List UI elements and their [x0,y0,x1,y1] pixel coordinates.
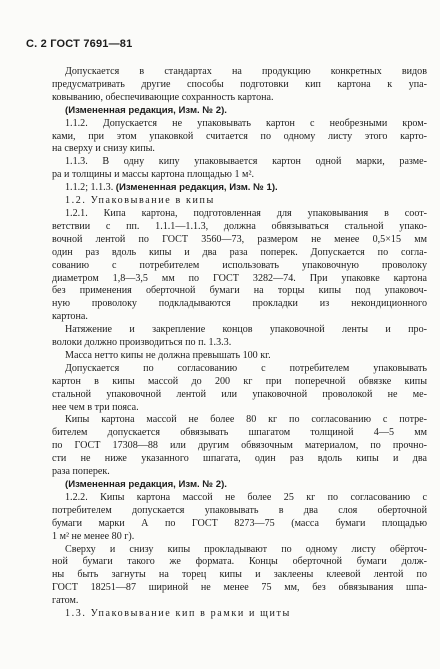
text-line: 1.1.3. В одну кипу упаковывается картон одной марки, разме- [65,156,427,168]
text-line: сти не ниже указанного шпагата, один раз вдоль кипы и два [52,453,427,465]
text-line: стальной упаковочной лентой или упаковочной проволокой не ме- [52,388,427,400]
page-header: С. 2 ГОСТ 7691—81 [26,38,133,50]
text-line: без применения оберточной бумаги на торцы кипы под упаковоч- [52,285,427,297]
text-line: раза поперек. [52,466,110,478]
text-line: ковыванию, обеспечивающие сохранность картона. [52,91,274,103]
text-line: 1.2.2. Кипы картона массой не более 25 кг по согласованию с [65,491,427,503]
document-body [52,66,427,621]
text-line: Масса нетто кипы не должна превышать 100 кг. [65,349,271,361]
text-line: ра и толщины и массы картона площадью 1 м². [52,169,254,181]
text-line: диаметром 1,8—3,5 мм по ГОСТ 3282—74. При упаковке картона [52,272,427,284]
text-line: ны быть загнуты на торец кипы и заклеены клеевой лентой по [52,569,427,581]
text-line: бителем допускается обвязывать шпагатом толщиной 4—5 мм [52,427,427,439]
text-line: ветствии с пп. 1.1.1—1.1.3, должна обвязываться стальной упако- [52,220,427,232]
text-line: ной бумаги такого же формата. Концы оберточной бумаги долж- [52,556,427,568]
amendment-note: (Измененная редакция, Изм. № 1). [115,182,278,194]
amendment-note: (Измененная редакция, Изм. № 2). [65,104,227,116]
text-line: ную проволоку подкладываются прокладки из некондиционного [52,298,427,310]
text-line: по ГОСТ 17308—88 или другим обвязочным материалом, по прочно- [52,440,427,452]
text-line: вочной лентой по ГОСТ 3560—73, размером не менее 0,5×15 мм [52,233,427,245]
text-line: 1 м² не менее 80 г). [52,530,135,542]
text-line: волоки должно производиться по п. 1.3.3. [52,337,232,349]
text-line: ГОСТ 18251—87 шириной не менее 75 мм, без обвязывания шпа- [52,582,427,594]
text-line: бумаги марки А по ГОСТ 8273—75 (масса бумаги площадью [52,517,427,529]
text-line: один раз вдоль кипы и два раза поперек. Допускается по согла- [52,246,427,258]
text-line: Сверху и снизу кипы прокладывают по одному листу обёрточ- [65,543,427,555]
text-line: ками, при этом упаковкой считается по одному листу этого карто- [52,130,427,142]
text-line: Допускается в стандартах на продукцию конкретных видов [65,66,427,77]
text-line: Кипы картона массой не более 80 кг по согласованию с потре- [65,414,427,426]
amendment-note: (Измененная редакция, Изм. № 2). [65,479,227,490]
text-line: Допускается по согласованию с потребителем упаковывать [65,362,427,374]
clause-reference: 1.1.2; 1.1.3. [65,182,116,194]
section-heading: 1.2. Упаковывание в кипы [65,195,215,207]
text-line: предусматривать другие способы подготовки кип картона к упа- [52,78,427,90]
text-line [52,182,427,195]
text-line: 1.1.2. Допускается не упаковывать картон с необрезными кром- [65,117,427,129]
text-line: на сверху и снизу кипы. [52,143,155,155]
section-heading: 1.3. Упаковывание кип в рамки и щиты [65,608,291,620]
text-line: потребителем допускается упаковывать в два слоя оберточной [52,504,427,516]
text-line: 1.2.1. Кипа картона, подготовленная для упаковывания в соот- [65,207,427,219]
text-line: сованию с потребителем использовать упаковочную проволоку [52,259,427,271]
text-line: Натяжение и закрепление концов упаковочной ленты и про- [65,324,427,336]
text-line: картон в кипы массой до 200 кг при поперечной обвязке кипы [52,375,427,387]
text-line: нее чем в три пояса. [52,401,139,413]
text-line: картона. [52,311,88,323]
text-line: гатом. [52,595,79,607]
